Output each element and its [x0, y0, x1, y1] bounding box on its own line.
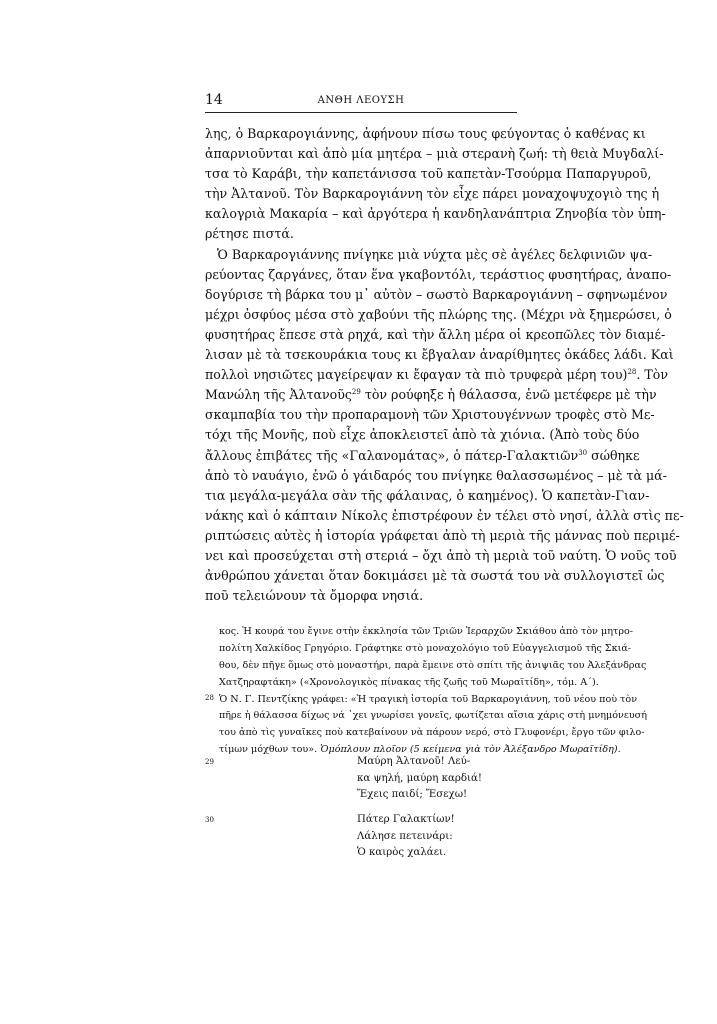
running-head: ΑΝΘΗ ΛΕΟΥΣΗ: [317, 95, 405, 106]
page-number: 14: [205, 92, 223, 108]
footnote-ref-30[interactable]: 30: [578, 448, 588, 457]
body-line: τσα τὸ Καράβι, τὴν καπετάνισσα τοῦ καπετὰν-Τσούρμα Παπαργυροῦ,: [205, 166, 652, 182]
body-line: λισαν μὲ τὰ τσεκουράκια τους κι ἔβγαλαν ἀναρίθμητες ὀκάδες λάδι. Καὶ: [205, 347, 674, 363]
body-line: μέχρι ὀσφύος μέσα στὸ χαβούνι τῆς πλώρης της. (Μέχρι νὰ ξημερώσει, ὁ: [205, 306, 672, 322]
footnote-mark-29: 29: [205, 758, 214, 766]
footnote-line: πῆρε ἡ θάλασσα δίχως νά ᾽χει γνωρίσει γονεῖς, φωτίζεται αἴσια χάρις στὴ μνημόνευσή: [219, 710, 647, 722]
body-text: [205, 124, 684, 606]
footnote-mark-28: 28: [205, 693, 214, 702]
body-line-text: Μανώλη τῆς Ἀλτανοῦς: [205, 387, 352, 403]
footnote-poem: [357, 754, 482, 804]
footnotes: [205, 624, 647, 759]
poem-line: Λάλησε πετεινάρι:: [357, 830, 453, 842]
footnote-ref-29[interactable]: 29: [351, 388, 361, 397]
body-line: ριπτώσεις αὐτὲς ἡ ἱστορία γράφεται ἀπὸ τὴ μεριὰ τῆς μάννας ποὺ περιμέ-: [205, 527, 680, 543]
body-line: ρέτησε πιστά.: [205, 226, 294, 242]
body-line: ἀπαρνιοῦνται καὶ ἀπὸ μία μητέρα – μιὰ στερανὴ ζωή: τὴ θειὰ Μυγδαλί-: [205, 146, 664, 162]
footnote-line-text: τίμων μόχθων του».: [219, 744, 318, 756]
body-line: ρεύοντας ζαργάνες, ὅταν ἕνα γκαβοντόλι, τεράστιος φυσητήρας, ἀναπο-: [205, 266, 672, 282]
body-line: [205, 385, 657, 405]
body-line: λης, ὁ Βαρκαρογιάννης, ἀφήνουν πίσω τους φεύγοντας ὁ καθένας κι: [205, 126, 646, 141]
body-line: Ὁ Βαρκαρογιάννης πνίγηκε μιὰ νύχτα μὲς σὲ ἀγέλες δελφινιῶν ψα-: [217, 246, 653, 262]
footnote-poem: [357, 812, 455, 862]
header-rule: [205, 112, 517, 113]
poem-line: Πάτερ Γαλακτίων!: [357, 814, 455, 825]
poem-line: Ἔχεις παιδί; Ἔσεχω!: [357, 789, 468, 800]
body-line: ἀνθρώπου χάνεται ὅταν δοκιμάσει μὲ τὰ σωστά του νὰ συλλογιστεῖ ὡς: [205, 568, 665, 584]
body-line-text: . Τὸν: [636, 367, 669, 383]
body-line: νει καὶ προσεύχεται στὴ στεριά – ὄχι ἀπὸ τὴ μεριὰ τοῦ ναύτη. Ὁ νοῦς τοῦ: [205, 547, 677, 563]
body-line: ποῦ τελειώνουν τὰ ὄμορφα νησιά.: [205, 588, 424, 604]
body-line: σκαμπαβία του τὴν προπαραμονὴ τῶν Χριστουγέννων τροφὲς στὸ Με-: [205, 407, 655, 423]
footnote-28: [205, 692, 638, 709]
footnote-line: θου, δὲν πῆγε ὅμως στὸ μοναστήρι, παρὰ ἔμεινε στὸ σπίτι τῆς ἀνιψιᾶς του Ἀλεξάνδρας: [219, 659, 647, 671]
body-line: δογύρισε τὴ βάρκα του μ᾽ αὐτὸν – σωστὸ Βαρκαρογιάννη – σφηνωμένον: [205, 286, 668, 302]
body-line: τόχι τῆς Μονῆς, ποὺ εἶχε ἀποκλειστεῖ ἀπὸ τὰ χιόνια. (Ἀπὸ τοὺς δύο: [205, 427, 640, 443]
body-line: νάκης καὶ ὁ κάπταιν Νίκολς ἐπιστρέφουν ἐν τέλει στὸ νησί, ἀλλὰ στὶς πε-: [205, 507, 684, 523]
page-header: [205, 92, 517, 112]
body-line-text: τὸν ρούφηξε ἡ θάλασσα, ἐνῶ μετέφερε μὲ τὴν: [360, 387, 657, 403]
footnote-line: Χατζηραφτάκη» («Χρονολογικὸς πίνακας τῆς ζωῆς τοῦ Μωραϊτίδη», τόμ. Α΄).: [219, 676, 599, 688]
body-line: καλογριὰ Μακαρία – καὶ ἀργότερα ἡ κανδηλανάπτρια Ζηνοβία τὸν ὑπη-: [205, 206, 666, 222]
poem-line: κα ψηλή, μαύρη καρδιά!: [357, 772, 482, 784]
body-line: φυσητήρας ἔπεσε στὰ ρηχά, καὶ τὴν ἄλλη μέρα οἱ κρεοπῶλες τὸν διαμέ-: [205, 326, 666, 342]
body-line: τὴν Ἀλτανοῦ. Τὸν Βαρκαρογιάννη τὸν εἶχε πάρει μοναχοψυχογιὸ της ἡ: [205, 186, 660, 202]
body-line: [205, 446, 640, 466]
footnote-source-title: Ὁμόπλουν πλοῖον (5 κείμενα γιὰ τὸν Ἀλέξανδρο Μωραϊτίδη).: [320, 744, 621, 756]
footnote-29: [205, 754, 517, 806]
poem-line: Μαύρη Ἀλτανοῦ! Λεύ-: [357, 756, 471, 767]
footnote-line-text: Ὁ Ν. Γ. Πεντζίκης γράφει: «Ἡ τραγικὴ ἱστορία τοῦ Βαρκαρογιάννη, τοῦ νέου ποὺ τὸν: [219, 693, 638, 705]
body-line-text: σώθηκε: [587, 447, 640, 463]
body-line: [205, 365, 669, 385]
footnote-mark-30: 30: [205, 816, 214, 824]
footnote-line: πολίτη Χαλκίδος Γρηγόριο. Γράφτηκε στὸ μοναχολόγιο τοῦ Εὐαγγελισμοῦ τῆς Σκιά-: [219, 642, 632, 654]
body-line-text: πολλοὶ νησιῶτες μαγείρεψαν κι ἔφαγαν τὰ πιὸ τρυφερὰ μέρη του): [205, 367, 628, 383]
body-line: ἀπὸ τὸ ναυάγιο, ἐνῶ ὁ γάιδαρός του πνίγηκε θαλασσωμένος – μὲ τὰ μά-: [205, 467, 667, 483]
footnote-30: [205, 812, 517, 864]
footnote-line: κος. Ἡ κουρά του ἔγινε στὴν ἐκκλησία τῶν Τριῶν Ἱεραρχῶν Σκιάθου ἀπὸ τὸν μητρο-: [219, 626, 633, 637]
poem-line: Ὁ καιρὸς χαλάει.: [357, 847, 447, 858]
body-line-text: ἄλλους ἐπιβάτες τῆς «Γαλανομάτας», ὁ πάτερ-Γαλακτιῶν: [205, 447, 579, 463]
body-line: τια μεγάλα-μεγάλα σὰν τῆς φάλαινας, ὁ καημένος). Ὁ καπετὰν-Γιαν-: [205, 487, 650, 503]
footnote-line: του ἀπὸ τὶς γυναῖκες ποὺ κατεβαίνουν νὰ πάρουν νερό, στὸ Γλυφονέρι, ἔργο τῶν φιλο-: [219, 727, 645, 739]
footnote-ref-28[interactable]: 28: [627, 368, 637, 377]
